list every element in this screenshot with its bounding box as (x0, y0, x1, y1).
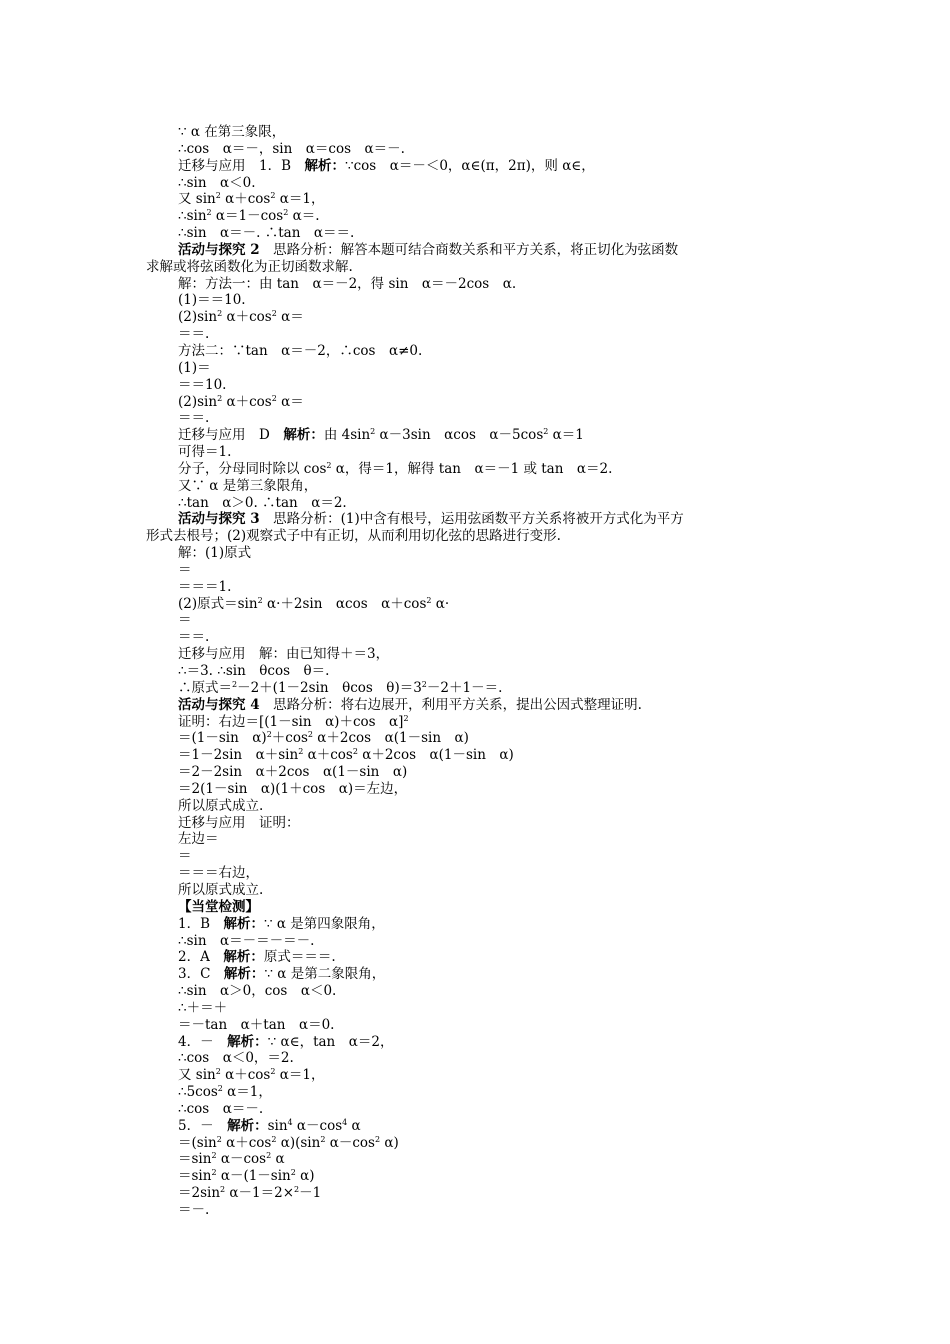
text-run: ＝＝. (178, 326, 210, 343)
superscript: 2 (216, 1134, 222, 1144)
text-line (0, 1135, 950, 1152)
text-run: 原式＝＝＝. (263, 949, 336, 966)
text-line (0, 1034, 950, 1051)
text-line (0, 528, 950, 545)
text-run: 4．－ (178, 1033, 228, 1050)
text-line (0, 1185, 950, 1202)
superscript: 2 (426, 595, 432, 605)
superscript: 2 (326, 460, 332, 470)
text-run: 分子，分母同时除以 cos (178, 460, 327, 477)
text-line (0, 612, 950, 629)
text-run: α＋2cos α(1－sin α) (313, 730, 469, 747)
bold-label: 活动与探究 2 (178, 241, 260, 258)
text-run: ∴＝3. ∴sin θcos θ＝. (178, 663, 330, 679)
text-run: 又∵ α 是第三象限角， (178, 477, 318, 494)
bold-label: 解析： (223, 915, 265, 932)
superscript: 2 (217, 1084, 223, 1094)
text-line (0, 882, 950, 899)
text-line (0, 292, 950, 309)
text-line (0, 562, 950, 579)
text-run: 迁移与应用 证明： (178, 814, 300, 831)
text-run: α＋cos (221, 1134, 272, 1151)
text-run: ＝＝. (178, 629, 210, 646)
bold-label: 解析： (223, 966, 265, 983)
text-run: ∴原式＝ (178, 679, 232, 696)
text-run: ∴tan α＞0. ∴tan α＝2. (178, 494, 347, 511)
text-line (0, 730, 950, 747)
text-line (0, 697, 950, 714)
superscript: 2 (370, 427, 376, 437)
text-run: α＋cos (220, 191, 271, 208)
text-line (0, 343, 950, 360)
text-run: ＝1－2sin α＋sin (178, 747, 299, 764)
text-line (0, 225, 950, 242)
text-run: 迁移与应用 解：由已知得＋＝3， (178, 646, 390, 663)
text-run: 思路分析：解答本题可结合商数关系和平方关系，将正切化为弦函数 (259, 241, 679, 258)
superscript: 2 (211, 1151, 217, 1161)
superscript: 2 (352, 747, 358, 757)
text-line (0, 764, 950, 781)
text-line (0, 1017, 950, 1034)
superscript: 2 (298, 747, 304, 757)
text-run: ∴sin (178, 208, 207, 225)
superscript: 2 (220, 1185, 226, 1195)
text-run: ＝－tan α＋tan α＝0. (178, 1016, 335, 1033)
bold-label: 活动与探究 4 (178, 696, 260, 713)
text-run: α－cos (216, 1151, 267, 1168)
superscript: 2 (283, 208, 289, 218)
superscript: 2 (270, 191, 276, 201)
text-run: ∴sin α＝－. ∴tan α＝＝. (178, 225, 355, 242)
text-line (0, 596, 950, 613)
text-run: ＝ (178, 612, 192, 629)
text-line (0, 714, 950, 731)
text-run: ＋cos (271, 730, 308, 747)
text-line (0, 309, 950, 326)
text-run: (2)sin (178, 393, 218, 410)
text-line (0, 1202, 950, 1219)
text-line (0, 545, 950, 562)
text-run: (2)sin (178, 309, 218, 326)
text-run: 由 4sin (323, 427, 371, 444)
text-run: α) (295, 1168, 315, 1185)
superscript: 2 (266, 730, 272, 740)
text-line (0, 141, 950, 158)
text-run: ＝2－2sin α＋2cos α(1－sin α) (178, 764, 408, 781)
text-run: α－cos (292, 1117, 343, 1134)
text-run: ∴sin α＝－＝－＝－. (178, 932, 315, 949)
text-line (0, 1000, 950, 1017)
superscript: 2 (232, 679, 238, 689)
text-run: α· (431, 595, 450, 612)
bold-label: 解析： (304, 157, 346, 174)
text-line (0, 124, 950, 141)
text-line (0, 680, 950, 697)
text-line (0, 933, 950, 950)
bold-label: 解析： (227, 1117, 268, 1134)
superscript: 2 (215, 1067, 221, 1077)
text-run: α－cos (325, 1134, 375, 1151)
text-line (0, 1101, 950, 1118)
text-run: 迁移与应用 D (178, 427, 284, 444)
text-run: ＝＝. (178, 410, 210, 427)
text-line (0, 242, 950, 259)
text-run: ∴＋＝＋ (178, 999, 228, 1016)
text-line (0, 899, 950, 916)
text-run: α＋cos (220, 1067, 271, 1084)
text-run: ＝＝＝右边， (178, 865, 259, 882)
text-run: 证明：右边＝[(1－sin α)＋cos α] (178, 713, 404, 730)
text-line (0, 1168, 950, 1185)
text-run: (1)＝ (178, 359, 211, 376)
text-line (0, 848, 950, 865)
bold-label: 【当堂检测】 (178, 898, 259, 915)
text-line (0, 377, 950, 394)
text-line (0, 798, 950, 815)
text-run: α＝ (276, 393, 304, 410)
superscript: 2 (403, 713, 409, 723)
text-line (0, 427, 950, 444)
text-run: ＝ (178, 848, 192, 865)
text-line (0, 663, 950, 680)
text-run: ∴sin α＞0，cos α＜0. (178, 983, 337, 1000)
superscript: 2 (266, 1151, 272, 1161)
text-run: －2＋(1－2sin θcos θ)＝3 (237, 679, 422, 696)
text-line (0, 831, 950, 848)
superscript: 2 (307, 730, 313, 740)
text-line (0, 865, 950, 882)
superscript: 2 (211, 1168, 217, 1178)
text-run: α－(1－sin (216, 1168, 291, 1185)
text-line (0, 444, 950, 461)
text-run: 思路分析：(1)中含有根号，运用弦函数平方关系将被开方式化为平方 (259, 511, 684, 528)
text-run: ∵ α 是第四象限角， (264, 915, 385, 932)
text-run: sin (267, 1117, 288, 1134)
text-run: α)(sin (276, 1134, 321, 1151)
text-run: 所以原式成立. (178, 797, 264, 814)
text-line (0, 326, 950, 343)
text-run: 形式去根号；(2)观察式子中有正切，从而利用切化弦的思路进行变形. (146, 528, 561, 545)
text-run: 3．C (178, 966, 224, 983)
bold-label: 解析： (223, 949, 264, 966)
text-line (0, 646, 950, 663)
text-line (0, 410, 950, 427)
text-run: ＝(1－sin α) (178, 730, 267, 747)
text-run: 思路分析：将右边展开，利用平方关系，提出公因式整理证明. (259, 696, 642, 713)
superscript: 2 (270, 1067, 276, 1077)
text-run: α＝ (276, 309, 304, 326)
superscript: 2 (257, 595, 263, 605)
text-run: ∵ α 是第二象限角， (264, 966, 386, 983)
text-line (0, 478, 950, 495)
superscript: 2 (374, 1134, 381, 1144)
text-run: －2＋1－＝. (426, 679, 503, 696)
superscript: 2 (215, 191, 221, 201)
text-line (0, 579, 950, 596)
superscript: 2 (421, 679, 427, 689)
text-run: 迁移与应用 1．B (178, 157, 305, 174)
text-run: α，得＝1，解得 tan α＝－1 或 tan α＝2. (331, 460, 613, 477)
text-run: ∴cos α＝－. (178, 1100, 264, 1117)
superscript: 2 (294, 1185, 300, 1195)
text-line (0, 966, 950, 983)
text-run: α＋2cos α(1－sin α) (357, 747, 514, 764)
text-run: ∴cos α＝－，sin α＝cos α＝－. (178, 140, 405, 157)
superscript: 2 (271, 309, 277, 319)
text-line (0, 394, 950, 411)
text-run: ∵cos α＝－＜0，α∈(π，2π)，则 α∈， (345, 157, 595, 174)
bold-label: 活动与探究 3 (178, 511, 260, 528)
text-line (0, 916, 950, 933)
text-line (0, 747, 950, 764)
text-line (0, 208, 950, 225)
text-run: 左边＝ (178, 831, 219, 848)
text-line (0, 259, 950, 276)
text-line (0, 949, 950, 966)
text-run: 2．A (178, 949, 224, 966)
superscript: 2 (271, 1134, 277, 1144)
text-run: －1 (299, 1185, 322, 1202)
text-line (0, 629, 950, 646)
superscript: 2 (217, 393, 223, 403)
text-run: α·＋2sin αcos α＋cos (262, 595, 427, 612)
text-run: 解：方法一：由 tan α＝－2，得 sin α＝－2cos α. (178, 275, 517, 292)
text-line (0, 1084, 950, 1101)
text-run: α＝1， (222, 1084, 272, 1101)
text-run: α (347, 1117, 361, 1134)
text-run: ＝(sin (178, 1134, 217, 1151)
text-run: 解：(1)原式 (178, 545, 252, 562)
text-line (0, 511, 950, 528)
text-run: ＝2sin (178, 1185, 221, 1202)
superscript: 2 (290, 1168, 296, 1178)
text-run: 1．B (178, 915, 224, 932)
text-line (0, 1067, 950, 1084)
text-run: α＝1 (548, 427, 584, 444)
superscript: 4 (287, 1117, 293, 1127)
text-run: 又 sin (178, 191, 216, 208)
text-line (0, 1050, 950, 1067)
text-run: α＝1， (275, 191, 325, 208)
text-line (0, 461, 950, 478)
text-line (0, 495, 950, 512)
text-line (0, 1151, 950, 1168)
superscript: 2 (271, 393, 277, 403)
text-run: α (271, 1151, 285, 1168)
text-run: (2)原式＝sin (178, 595, 258, 612)
text-run: ＝2(1－sin α)(1＋cos α)＝左边， (178, 780, 408, 797)
bold-label: 解析： (227, 1033, 268, 1050)
text-line (0, 360, 950, 377)
text-line (0, 191, 950, 208)
text-run: ＝sin (178, 1151, 212, 1168)
text-run: 5．－ (178, 1117, 228, 1134)
text-run: α＝1， (275, 1067, 325, 1084)
text-run: α－1＝2× (225, 1185, 295, 1202)
bold-label: 解析： (283, 427, 324, 444)
text-run: α＋cos (222, 393, 272, 410)
text-run: 求解或将弦函数化为正切函数求解. (146, 258, 353, 275)
superscript: 2 (543, 427, 549, 437)
text-line (0, 158, 950, 175)
text-run: ＝ (178, 561, 192, 578)
text-run: α－3sin αcos α－5cos (375, 427, 544, 444)
text-run: (1)＝＝10. (178, 292, 246, 309)
text-run: 方法二：∵tan α＝－2，∴cos α≠0. (178, 342, 423, 359)
superscript: 2 (217, 309, 223, 319)
text-run: ∴5cos (178, 1084, 218, 1101)
text-line (0, 983, 950, 1000)
superscript: 2 (206, 208, 212, 218)
text-line (0, 175, 950, 192)
text-run: ＝＝10. (178, 376, 227, 393)
text-line (0, 815, 950, 832)
text-run: α＋cos (303, 747, 353, 764)
text-run: α＝1－cos (211, 208, 284, 225)
text-run: 可得＝1. (178, 444, 232, 461)
text-run: ＝－. (178, 1202, 210, 1218)
superscript: 2 (320, 1134, 326, 1144)
text-run: 所以原式成立. (178, 881, 264, 898)
text-run: ＝＝＝1. (178, 578, 232, 595)
text-run: ∴sin α＜0. (178, 174, 256, 191)
superscript: 4 (342, 1117, 348, 1127)
text-run: α) (380, 1134, 399, 1151)
text-line (0, 1118, 950, 1135)
text-run: ＝sin (178, 1168, 212, 1185)
text-run: α＋cos (222, 309, 272, 326)
text-line (0, 781, 950, 798)
text-line (0, 276, 950, 293)
text-run: 又 sin (178, 1067, 216, 1084)
text-run: ∴cos α＜0，＝2. (178, 1050, 294, 1067)
text-run: ∵ α 在第三象限， (178, 124, 286, 140)
text-run: α＝. (288, 208, 320, 225)
text-run: ∵ α∈，tan α＝2， (267, 1033, 394, 1050)
document-body (0, 124, 950, 1219)
